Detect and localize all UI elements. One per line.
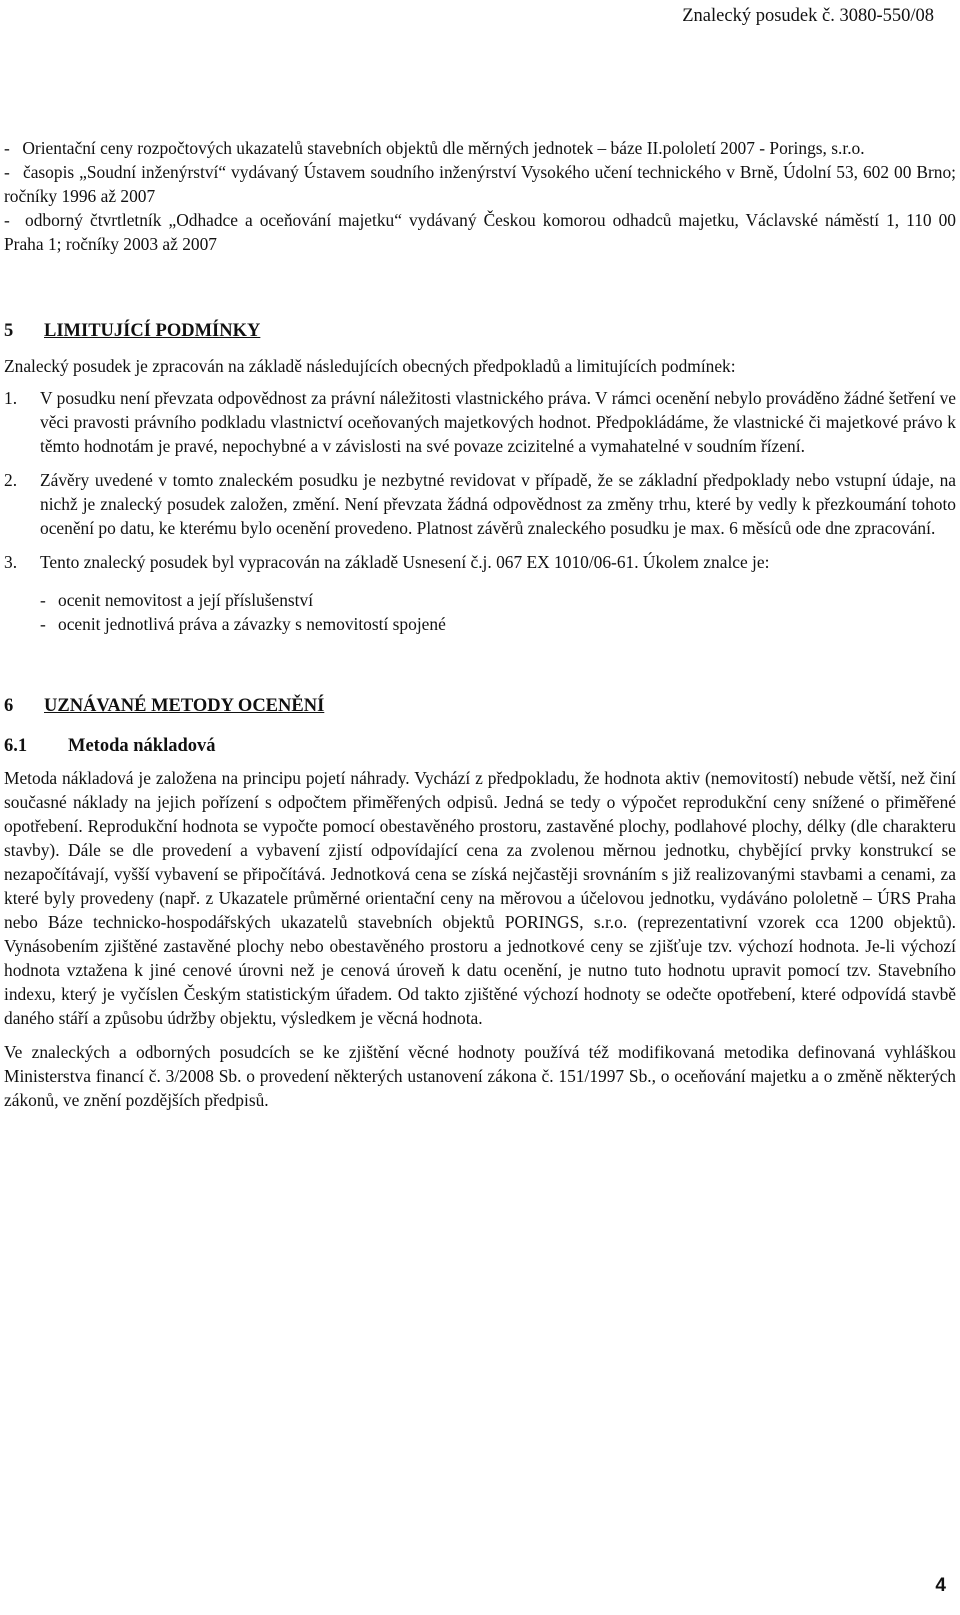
item-number: 1.	[4, 388, 18, 408]
section-number: 5	[4, 321, 14, 341]
task-text: ocenit nemovitost a její příslušenství	[58, 590, 314, 610]
reference-item	[4, 208, 956, 256]
reference-text: Orientační ceny rozpočtových ukazatelů stavebních objektů dle měrných jednotek – báze II.pololetí 2007 - Porings, s.r.o.	[22, 138, 865, 158]
task-item	[40, 612, 956, 636]
item-number: 3.	[4, 552, 18, 572]
section-title: LIMITUJÍCÍ PODMÍNKY	[44, 321, 261, 341]
list-dash: -	[4, 162, 10, 182]
valuation-methodology-paragraph: Ve znaleckých a odborných posudcích se ke zjištění věcné hodnoty používá též modifikovaná metodika definovaná vyhláškou Ministerstva financí č. 3/2008 Sb. o provedení některých ustanovení zákona č. 151/1997 Sb., o oceňování majetku a o změně některých zákonů, ve znění pozdějších předpisů.	[4, 1042, 956, 1110]
reference-item	[4, 160, 956, 208]
page-header: Znalecký posudek č. 3080-550/08	[682, 6, 934, 26]
list-dash: -	[4, 138, 10, 158]
list-dash: -	[40, 590, 46, 610]
subsection-number: 6.1	[4, 736, 28, 756]
task-list	[40, 588, 956, 636]
cost-method-paragraph: Metoda nákladová je založena na principu pojetí náhrady. Vychází z předpokladu, že hodnota aktiv (nemovitostí) nebude větší, než činí současné náklady na jejich pořízení s odpočtem přiměřených odpisů. Jedná se tedy o výpočet reprodukční ceny snížené o přiměřené opotřebení. Reprodukční hodnota se vypočte pomocí obestavěného prostoru, zastavěné plochy, podlahové plochy, délky (dle charakteru stavby). Dále se dle provedení a vybavení zjistí odpovídající cena za zvolenou měrnou jednotku, chybějící prvky konstrukcí se nezapočítávají, vyšší vybavení se připočítává. Jednotková cena se získá nejčastěji srovnáním s již realizovanými stavbami a cenami, za které byly provedeny (např. z Ukazatele průměrné orientační ceny na měrovou a účelovou jednotku, vydáváno pololetně – ÚRS Praha nebo Báze technicko-hospodářských ukazatelů stavebních objektů PORINGS, s.r.o. (reprezentativní vzorek cca 1200 objektů). Vynásobením zjištěné zastavěné plochy nebo obestavěného prostoru a jednotkové ceny se zjišťuje tzv. výchozí hodnota. Je-li výchozí hodnota vztažena k jiné cenové úrovni než je cenová úroveň k datu ocenění, je nutno tuto hodnotu upravit pomocí tzv. Stavebního indexu, který je vyčíslen Českým statistickým úřadem. Od takto zjištěné výchozí hodnoty se odečte opotřebení, které odpovídá stavbě daného stáří a způsobu údržby objektu, výsledkem je věcná hodnota.	[4, 768, 956, 1028]
condition-item-3	[4, 550, 956, 574]
reference-list	[4, 136, 956, 256]
list-dash: -	[4, 210, 10, 230]
section-6-heading	[4, 694, 956, 718]
section-5-heading	[4, 319, 956, 343]
section-5-intro: Znalecký posudek je zpracován na základě následujících obecných předpokladů a limitujících podmínek:	[4, 356, 736, 376]
reference-item	[4, 136, 956, 160]
item-text: Tento znalecký posudek byl vypracován na základě Usnesení č.j. 067 EX 1010/06-61. Úkolem znalce je:	[40, 552, 770, 572]
task-text: ocenit jednotlivá práva a závazky s nemovitostí spojené	[58, 614, 446, 634]
item-number: 2.	[4, 470, 18, 490]
item-text: V posudku není převzata odpovědnost za právní náležitosti vlastnického práva. V rámci ocenění nebylo prováděno žádné šetření ve věci pravosti právního podkladu vlastnictví oceňovaných majetkových hodnot. Předpokládáme, že vlastnické či majetkové právo k těmto hodnotám je pravé, nepochybné a v závislosti na své povaze zcizitelné a vymahatelné v soudním řízení.	[40, 388, 956, 456]
subsection-6-1-heading	[4, 734, 956, 758]
subsection-title: Metoda nákladová	[68, 736, 216, 756]
reference-text: odborný čtvrtletník „Odhadce a oceňování majetku“ vydávaný Českou komorou odhadců majetku, Václavské náměstí 1, 110 00 Praha 1; ročníky 2003 až 2007	[4, 210, 956, 254]
condition-item-1	[4, 386, 956, 458]
section-title: UZNÁVANÉ METODY OCENĚNÍ	[44, 696, 325, 716]
task-item	[40, 588, 956, 612]
document-body	[4, 136, 956, 1112]
section-number: 6	[4, 696, 14, 716]
list-dash: -	[40, 614, 46, 634]
condition-item-2	[4, 468, 956, 540]
page-number: 4	[935, 1575, 946, 1596]
reference-text: časopis „Soudní inženýrství“ vydávaný Ústavem soudního inženýrství Vysokého učení technického v Brně, Údolní 53, 602 00 Brno; ročníky 1996 až 2007	[4, 162, 956, 206]
item-text: Závěry uvedené v tomto znaleckém posudku je nezbytné revidovat v případě, že se základní předpoklady nebo vstupní údaje, na nichž je znalecký posudek založen, změní. Není převzata žádná odpovědnost za změny trhu, které by vedly k přezkoumání tohoto ocenění po datu, ke kterému bylo ocenění provedeno. Platnost závěrů znaleckého posudku je max. 6 měsíců ode dne zpracování.	[40, 470, 956, 538]
